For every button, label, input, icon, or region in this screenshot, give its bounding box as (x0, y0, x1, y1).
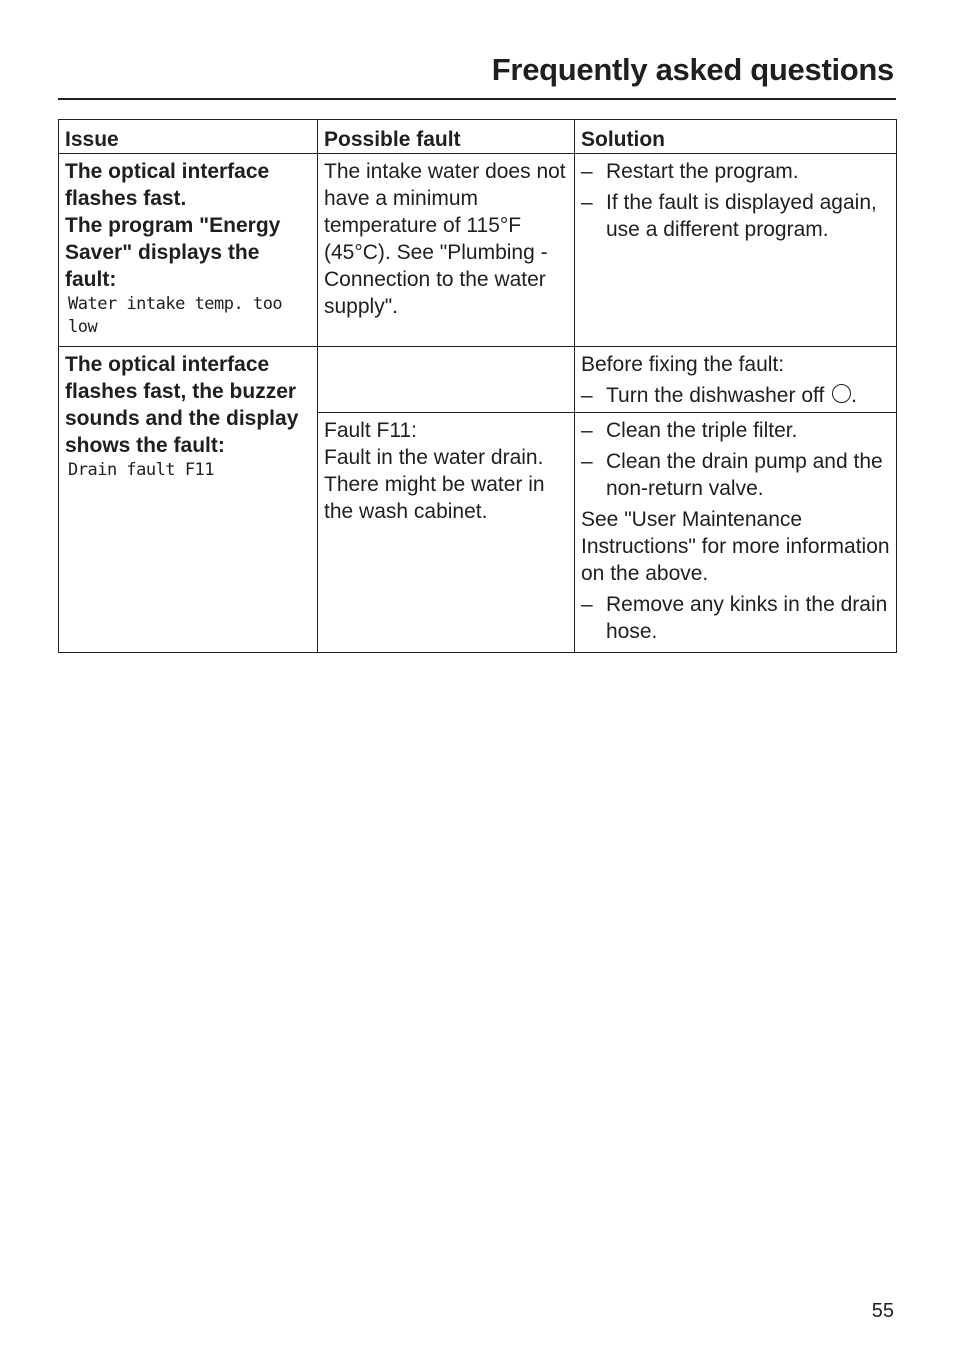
row1-fault: The intake water does not have a minimum temperature of 115°F (45°C). See "Plumbing - Connection to the water supply". (318, 154, 575, 347)
off-circle-icon (832, 384, 851, 403)
row1-display-text: Water intake temp. too low (68, 294, 283, 337)
row2-solution-item: – Remove any kinks in the drain hose. (581, 591, 892, 645)
header-solution: Solution (575, 120, 897, 154)
header-possible-fault: Possible fault (318, 120, 575, 154)
row2-solution-item: – Clean the triple filter. (581, 417, 892, 444)
faq-table (58, 119, 897, 653)
row1-solution-item: – Restart the program. (581, 158, 892, 185)
header-issue: Issue (59, 120, 318, 154)
row2-solution-b (575, 413, 897, 653)
row2-solution-item: – Turn the dishwasher off . (581, 382, 892, 409)
row1-solution (575, 154, 897, 347)
table-row (59, 154, 897, 347)
row1-solution-item: – If the fault is displayed again, use a different program. (581, 189, 892, 243)
row2-solution-note: See "User Maintenance Instructions" for more information on the above. (581, 508, 890, 585)
row2-solution-intro: Before fixing the fault: (581, 353, 785, 376)
row2-issue-text: The optical interface flashes fast, the buzzer sounds and the display shows the fault: (65, 353, 299, 457)
row1-issue-line1: The optical interface flashes fast. (65, 160, 270, 210)
row2-solution-a (575, 347, 897, 413)
row2-fault-code: Fault F11: (324, 419, 417, 442)
row2-display-text: Drain fault F11 (68, 460, 215, 480)
table-header-row (59, 120, 897, 154)
row2-solution-item: – Clean the drain pump and the non-return valve. (581, 448, 892, 502)
page-title: Frequently asked questions (491, 52, 894, 87)
row2-fault-desc: Fault in the water drain. There might be water in the wash cabinet. (324, 446, 545, 523)
page-number: 55 (871, 1300, 894, 1322)
header-rule (58, 98, 896, 100)
row2-issue (59, 347, 318, 653)
row2-fault-b (318, 413, 575, 653)
row1-issue (59, 154, 318, 347)
row2-fault-a (318, 347, 575, 413)
row2-solution-item-text: Turn the dishwasher off (606, 384, 825, 407)
table-row (59, 347, 897, 413)
row1-issue-line2: The program "Energy Saver" displays the fault: (65, 214, 281, 291)
